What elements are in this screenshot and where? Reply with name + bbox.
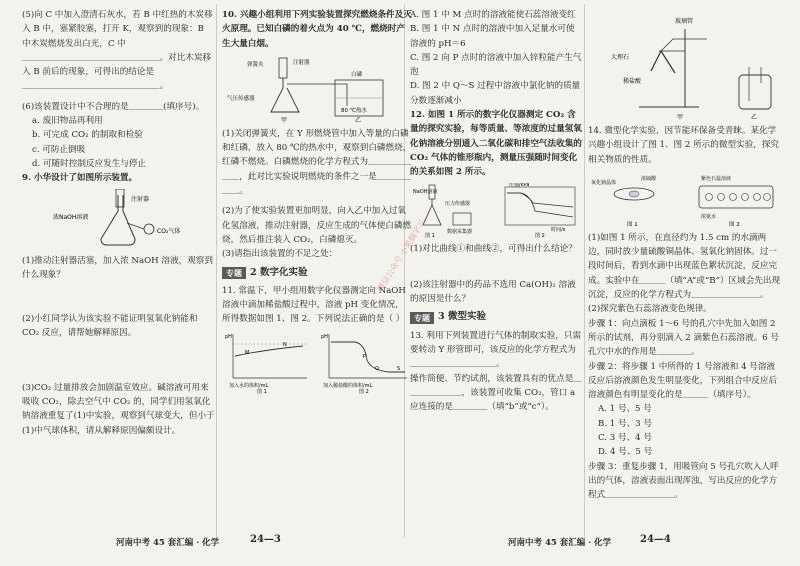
q6-option: d. 可随时控制反应发生与停止 — [32, 158, 147, 169]
q14-label-ammonia: 浓氨水 — [701, 213, 717, 220]
svg-text:M: M — [245, 349, 250, 356]
q14-step2: 步骤 2：将步骤 1 中所得的 1 号溶液和 4 号溶液反应后溶液颜色发生明显变化，下列组合中反应后溶液颜色有明显变化的是＿＿＿（填序号）。 — [588, 361, 778, 401]
spot-plate-figure — [589, 170, 784, 228]
q11-fig1-xlabel: 加入水的体积/mL — [229, 382, 269, 389]
q14-option: C. 3 号、4 号 — [598, 433, 652, 444]
column-4 — [588, 8, 783, 503]
q13-part2: 操作简便、节约试剂，该装置具有的优点是＿＿＿＿＿＿＿，该装置可收集 CO₂，管口 a 应连接的是＿＿＿＿（填“b”或“c”）。 — [410, 373, 582, 413]
footer-right-title: 河南中考 45 套汇编 · 化学 — [508, 538, 612, 548]
y-tube-apparatus-figure — [589, 11, 784, 121]
q13-title: 13. 利用下列装置进行气体的制取实验，只需要转动 Y 形管即可，该反应的化学方程式为＿＿＿＿＿＿＿＿＿＿。 — [410, 330, 582, 370]
q10-part1: (1)关闭弹簧夹，在 Y 形燃烧管中加入等量的白磷和红磷，放入 80 ℃的热水中，观察到白磷燃烧，红磷不燃烧。白磷燃烧的化学方程式为＿＿＿＿＿＿＿，此对比实验说明燃烧的条件之一是＿＿＿＿＿＿。 — [222, 128, 412, 197]
q13-label-b: 乙 — [751, 114, 758, 121]
q12-label-naoh: NaOH溶液 — [413, 188, 438, 195]
section-2-title: 数字化实验 — [259, 266, 308, 278]
q13-label-marble: 大理石 — [611, 54, 630, 61]
q12-title: 12. 如图 1 所示的数字化仪器测定 CO₂ 含量的探究实验，每等质量、等浓度的过量氢氧化钠溶液分别通入二氧化碳和排空气法收集的 CO₂ 气体的锥形瓶内，测量压强随时间变化的关系如图 2 所示。 — [410, 110, 582, 178]
q12-part2: (2)该注射器中的药品不选用 Ca(OH)₂ 溶液的原因是什么？ — [410, 279, 576, 305]
footer-left-title: 河南中考 45 套汇编 · 化学 — [116, 538, 220, 548]
section-2-number: 2 — [250, 266, 257, 278]
q11-fig1-caption: 图 1 — [257, 388, 267, 394]
q14-option: B. 1 号、3 号 — [598, 418, 652, 429]
column-2 — [222, 8, 412, 397]
q10-label-sensor: 气压传感器 — [227, 95, 255, 102]
svg-text:N: N — [283, 341, 287, 348]
q9-label-co2: CO₂气体 — [157, 227, 181, 235]
q14-label-litmus: 紫色石蕊溶液 — [701, 175, 732, 182]
q13-label-a: 甲 — [677, 114, 684, 121]
q11-option: D. 图 2 中 Q～S 过程中溶液中氯化钠的质量分数逐渐减小 — [410, 81, 581, 106]
column-divider — [216, 4, 217, 538]
section-2-tag: 专题 — [222, 267, 246, 279]
q10-diagram — [222, 53, 412, 125]
q11-option: A. 图 1 中 M 点时的溶液能使石蕊溶液变红 — [410, 10, 576, 20]
q14-option: A. 1 号、5 号 — [598, 404, 652, 415]
q5-line2: ＿＿＿＿＿＿＿＿＿＿＿＿＿＿＿＿。对比木炭移入 B 前后的现象，可得出的结论是 — [22, 52, 212, 78]
q14-part1: (1)如图 1 所示，在直径约为 1.5 cm 的水滴两边，同时放少量硫酸铜晶体、氢氧化钠固体。过一段时间后，看到水滴中出现蓝色絮状沉淀，反应完成。实验中在＿＿＿（填“A”或“B”）区域会先出现沉淀，反应的化学方程式为＿＿＿＿＿＿＿＿。 — [588, 232, 781, 301]
q12-part1: (1)对比曲线①和曲线②，可得出什么结论？ — [410, 243, 577, 254]
svg-text:S: S — [397, 365, 401, 372]
q6: (6)该装置设计中不合理的是＿＿＿＿(填序号)。 — [22, 101, 205, 112]
q5-line1: (5)向 C 中加入澄清石灰水，若 B 中红热的木炭移入 B 中，塞紧胶塞，打开 K，观察到的现象：B 中木炭燃烧发出白光，C 中 — [22, 10, 213, 49]
q9-part3: (3)CO₂ 过量排放会加剧温室效应。碱溶液可用来吸收 CO₂，除去空气中 CO₂ 的，同学们用氢氧化钠溶液重复了(1)中实验，观察到气球变大，但小于(1)中气球体积，请从解释原因偏颇设计。 — [22, 382, 215, 436]
flask-syringe-figure — [23, 189, 213, 251]
q10-label-clip: 弹簧夹 — [247, 61, 264, 68]
q12-xaxis: 时间/s — [551, 226, 566, 233]
section-3-header — [410, 310, 582, 324]
q11-chart-2 — [319, 330, 411, 394]
q11-option: C. 图 2 向 P 点时的溶液中加入锌粒能产生气泡 — [410, 52, 582, 78]
q11-fig2-xlabel: 加入稀盐酸的体积/mL — [323, 382, 373, 389]
q12-fig1-caption: 图 1 — [425, 232, 435, 239]
q10-label-water: 80 ℃热水 — [341, 107, 367, 114]
watermark: 微信公众号 小果搞学习 — [375, 218, 427, 293]
q14-step3: 步骤 3：重复步骤 1，用吸管向 5 号孔穴吹入人呼出的气体，溶液表面出现浑浊，写出反应的化学方程式＿＿＿＿＿＿＿＿。 — [588, 461, 779, 501]
svg-text:P: P — [363, 353, 367, 360]
q10-title: 10. 兴趣小组利用下列实验装置探究燃烧条件及灭火原理。已知白磷的着火点为 40 ℃，燃烧时产生大量白烟。 — [222, 10, 412, 49]
q10-label-syringe: 注射器 — [293, 59, 310, 66]
q14-label-acid: 浓硫酸 — [641, 175, 657, 182]
svg-text:pH: pH — [321, 333, 328, 340]
q14-step1: 步骤 1：向点滴板 1～6 号的孔穴中先加入如图 2 所示的试剂，再分别滴入 2 滴紫色石蕊溶液。6 号孔穴中水的作用是＿＿＿＿。 — [588, 318, 780, 358]
q11-option: B. 图 1 中 N 点时的溶液中加入足量水可使溶液的 pH＝6 — [410, 24, 575, 49]
svg-text:pH: pH — [225, 333, 232, 340]
q10-label-b: 乙 — [355, 116, 362, 124]
q13-label-acid: 稀盐酸 — [623, 78, 642, 85]
q9-label-naoh: 浓NaOH溶液 — [53, 213, 89, 221]
q9-part1: (1)推动注射器活塞，加入浓 NaOH 溶液，观察到什么现象？ — [22, 255, 213, 280]
footer-right-page: 24—4 — [640, 534, 671, 545]
q10-label-phosphorus: 白磷 — [351, 71, 363, 78]
section-3-title: 微型实验 — [447, 311, 486, 323]
q9-part2: (2)小红同学认为该实验不能证明氢氧化钠能和 CO₂ 反应，请帮她解释原因。 — [22, 314, 198, 339]
svg-text:Q: Q — [375, 365, 379, 372]
q13-diagram — [588, 10, 783, 122]
q14-fig1-caption: 图 1 — [627, 221, 638, 228]
pressure-sensor-figure — [411, 183, 583, 239]
q11-fig2-caption: 图 2 — [359, 388, 369, 394]
section-3-tag: 专题 — [410, 312, 434, 324]
q12-label-sensor: 压力传感器 — [445, 200, 471, 207]
q14-fig2-caption: 图 2 — [729, 221, 740, 228]
q13-label-tube: 玻璃管 — [675, 18, 694, 25]
q9-label-syringe: 注射器 — [131, 195, 150, 203]
q14-option: D. 4 号、5 号 — [598, 447, 653, 458]
q14-part2: (2)探究紫色石蕊溶液变色规律。 — [588, 304, 712, 315]
q10-part3: (3)请指出该装置的不足之处： — [222, 249, 338, 260]
q9-title: 9. 小华设计了如图所示装置。 — [22, 173, 138, 184]
q9-diagram — [22, 188, 215, 252]
q11-title: 11. 常温下，甲小组用数字化仪器测定向 NaOH 溶液中滴加稀盐酸过程中，溶液 pH 变化情况，所得数据如图 1、图 2。下列说法正确的是（ ） — [222, 285, 406, 325]
column-3 — [410, 8, 582, 415]
q5-line3: ＿＿＿＿＿＿＿＿＿＿＿＿＿＿＿＿。 — [22, 81, 169, 92]
q6-option: c. 可防止倒吸 — [32, 144, 86, 155]
q6-option: b. 可完成 CO₂ 的制取和检验 — [32, 130, 143, 141]
q11-charts — [222, 329, 412, 395]
q12-label-collector: 数据采集器 — [447, 228, 473, 235]
q12-yaxis: 压强/kPa — [509, 182, 530, 188]
column-1 — [22, 8, 215, 438]
q12-diagram — [410, 182, 582, 240]
q11-chart-1 — [223, 330, 311, 394]
q12-fig2-caption: 图 2 — [535, 232, 545, 239]
q10-label-a: 甲 — [281, 116, 288, 124]
q14-title: 14. 微型化学实验，因节能环保备受青睐。某化学兴趣小组设计了图 1、图 2 所示的微型实验，探究相关物质的性质。 — [588, 126, 780, 165]
column-divider — [584, 4, 585, 538]
q14-label-crystal: 氧化钠晶体 — [591, 179, 617, 186]
combustion-apparatus-figure — [223, 54, 403, 124]
footer-left-page: 24—3 — [250, 534, 281, 545]
q10-part2: (2)为了使实验装置更加明显，向入乙中加入过氧化氢溶液，推动注射器，反应生成的气体使白磷燃烧，然后推注装入 CO₂，白磷熄灭。 — [222, 206, 412, 245]
q14-diagram — [588, 169, 783, 229]
q6-option: a. 废旧物品再利用 — [32, 116, 103, 127]
section-3-number: 3 — [438, 311, 445, 323]
